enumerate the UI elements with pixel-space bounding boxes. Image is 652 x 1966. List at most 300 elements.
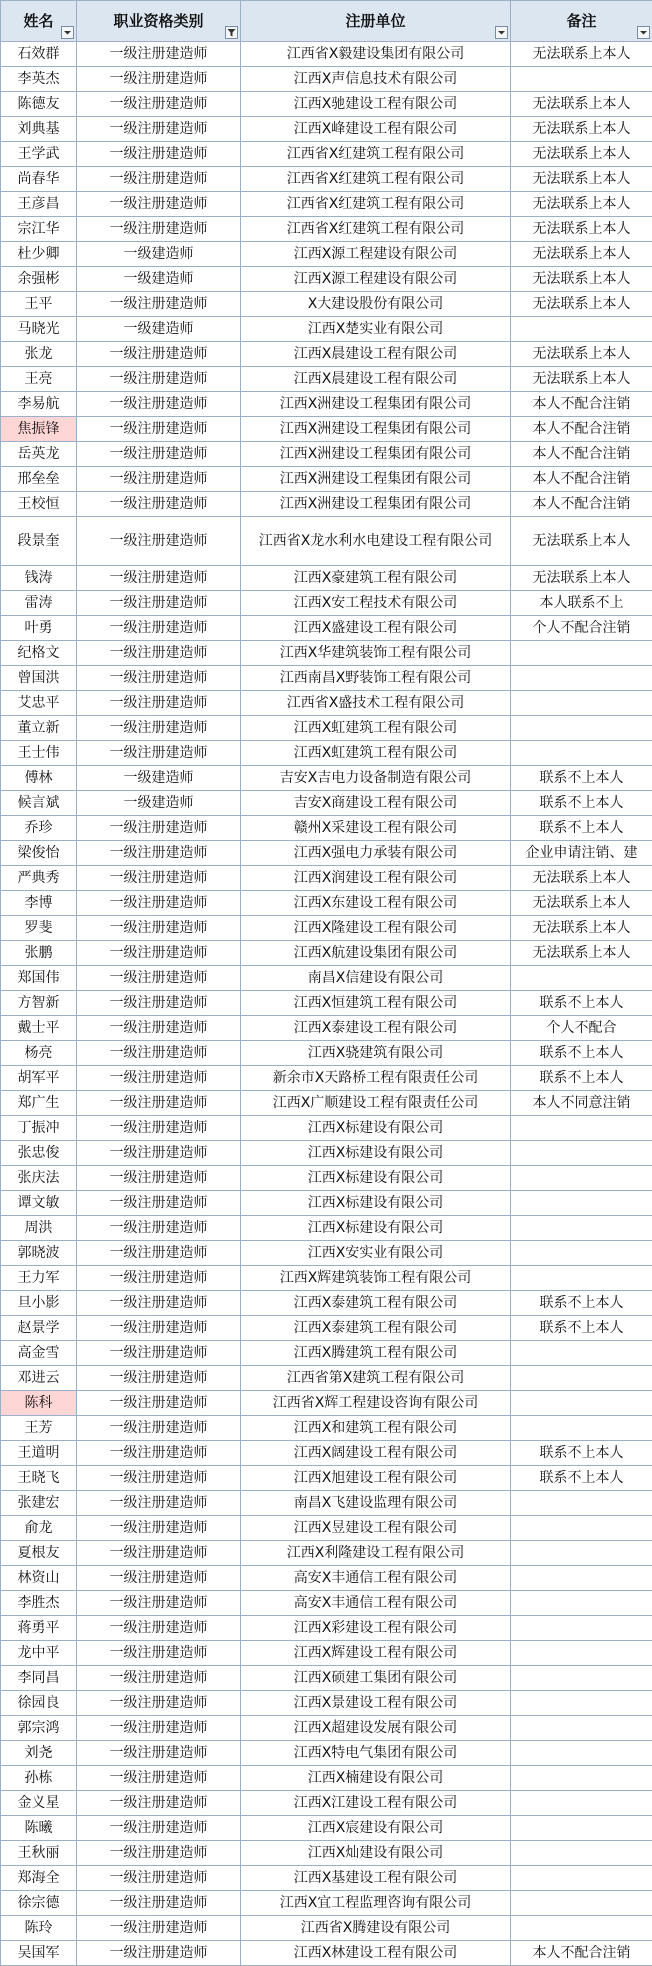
- cell-qualification[interactable]: 一级注册建造师: [77, 1666, 241, 1691]
- cell-name[interactable]: 张建宏: [1, 1491, 77, 1516]
- cell-remark[interactable]: [511, 1891, 652, 1916]
- cell-remark[interactable]: [511, 1691, 652, 1716]
- cell-remark[interactable]: [511, 1341, 652, 1366]
- cell-name[interactable]: 石效群: [1, 42, 77, 67]
- cell-qualification[interactable]: 一级注册建造师: [77, 1816, 241, 1841]
- cell-qualification[interactable]: 一级注册建造师: [77, 1366, 241, 1391]
- cell-name[interactable]: 尚春华: [1, 167, 77, 192]
- cell-name[interactable]: 戴士平: [1, 1016, 77, 1041]
- cell-company[interactable]: 江西X硕建工集团有限公司: [241, 1666, 511, 1691]
- cell-name[interactable]: 杨亮: [1, 1041, 77, 1066]
- cell-name[interactable]: 赵景学: [1, 1316, 77, 1341]
- cell-qualification[interactable]: 一级建造师: [77, 267, 241, 292]
- cell-name[interactable]: 王晓飞: [1, 1466, 77, 1491]
- cell-name[interactable]: 王校恒: [1, 492, 77, 517]
- cell-name[interactable]: 王力军: [1, 1266, 77, 1291]
- cell-name[interactable]: 邢垒垒: [1, 467, 77, 492]
- filter-active-icon[interactable]: [225, 26, 238, 39]
- cell-remark[interactable]: 无法联系上本人: [511, 142, 652, 167]
- cell-qualification[interactable]: 一级注册建造师: [77, 1016, 241, 1041]
- cell-name[interactable]: 钱涛: [1, 566, 77, 591]
- cell-qualification[interactable]: 一级注册建造师: [77, 841, 241, 866]
- cell-company[interactable]: 江西X阔建设工程有限公司: [241, 1441, 511, 1466]
- cell-remark[interactable]: 无法联系上本人: [511, 42, 652, 67]
- cell-remark[interactable]: 无法联系上本人: [511, 916, 652, 941]
- cell-remark[interactable]: 无法联系上本人: [511, 941, 652, 966]
- cell-company[interactable]: 高安X丰通信工程有限公司: [241, 1566, 511, 1591]
- cell-company[interactable]: 江西X昱建设工程有限公司: [241, 1516, 511, 1541]
- cell-qualification[interactable]: 一级注册建造师: [77, 467, 241, 492]
- cell-company[interactable]: 江西X腾建筑工程有限公司: [241, 1341, 511, 1366]
- cell-company[interactable]: 江西X航建设集团有限公司: [241, 941, 511, 966]
- cell-company[interactable]: 江西X洲建设工程集团有限公司: [241, 492, 511, 517]
- cell-qualification[interactable]: 一级注册建造师: [77, 566, 241, 591]
- cell-remark[interactable]: [511, 641, 652, 666]
- cell-remark[interactable]: [511, 1791, 652, 1816]
- cell-company[interactable]: 江西省X红建筑工程有限公司: [241, 142, 511, 167]
- cell-qualification[interactable]: 一级注册建造师: [77, 1766, 241, 1791]
- cell-name[interactable]: 段景奎: [1, 517, 77, 566]
- cell-remark[interactable]: 本人不配合注销: [511, 417, 652, 442]
- cell-remark[interactable]: 无法联系上本人: [511, 92, 652, 117]
- cell-company[interactable]: 江西X强电力承装有限公司: [241, 841, 511, 866]
- cell-remark[interactable]: 无法联系上本人: [511, 267, 652, 292]
- filter-dropdown-icon[interactable]: [637, 26, 650, 39]
- cell-company[interactable]: 江西X源工程建设有限公司: [241, 242, 511, 267]
- cell-name[interactable]: 李胜杰: [1, 1591, 77, 1616]
- cell-company[interactable]: 江西X楚实业有限公司: [241, 317, 511, 342]
- cell-qualification[interactable]: 一级注册建造师: [77, 1916, 241, 1941]
- cell-qualification[interactable]: 一级注册建造师: [77, 666, 241, 691]
- cell-qualification[interactable]: 一级注册建造师: [77, 891, 241, 916]
- cell-qualification[interactable]: 一级注册建造师: [77, 1216, 241, 1241]
- cell-name[interactable]: 曾国洪: [1, 666, 77, 691]
- cell-qualification[interactable]: 一级注册建造师: [77, 417, 241, 442]
- cell-qualification[interactable]: 一级注册建造师: [77, 641, 241, 666]
- cell-name[interactable]: 王芳: [1, 1416, 77, 1441]
- cell-remark[interactable]: [511, 966, 652, 991]
- cell-name[interactable]: 王学武: [1, 142, 77, 167]
- cell-remark[interactable]: 无法联系上本人: [511, 367, 652, 392]
- cell-remark[interactable]: 无法联系上本人: [511, 117, 652, 142]
- cell-company[interactable]: 江西X润建设工程有限公司: [241, 866, 511, 891]
- cell-qualification[interactable]: 一级注册建造师: [77, 1141, 241, 1166]
- cell-company[interactable]: 江西X洲建设工程集团有限公司: [241, 392, 511, 417]
- cell-name[interactable]: 王平: [1, 292, 77, 317]
- cell-qualification[interactable]: 一级建造师: [77, 242, 241, 267]
- cell-company[interactable]: 江西X宸建设有限公司: [241, 1816, 511, 1841]
- cell-name[interactable]: 宗江华: [1, 217, 77, 242]
- cell-remark[interactable]: 无法联系上本人: [511, 866, 652, 891]
- cell-qualification[interactable]: 一级注册建造师: [77, 1541, 241, 1566]
- cell-remark[interactable]: [511, 1591, 652, 1616]
- cell-qualification[interactable]: 一级注册建造师: [77, 616, 241, 641]
- cell-company[interactable]: 江西X声信息技术有限公司: [241, 67, 511, 92]
- cell-remark[interactable]: [511, 1191, 652, 1216]
- cell-qualification[interactable]: 一级注册建造师: [77, 1891, 241, 1916]
- cell-qualification[interactable]: 一级注册建造师: [77, 866, 241, 891]
- cell-company[interactable]: 江西X灿建设有限公司: [241, 1841, 511, 1866]
- cell-name[interactable]: 马晓光: [1, 317, 77, 342]
- cell-name[interactable]: 岳英龙: [1, 442, 77, 467]
- cell-remark[interactable]: 无法联系上本人: [511, 566, 652, 591]
- cell-qualification[interactable]: 一级注册建造师: [77, 716, 241, 741]
- cell-remark[interactable]: 本人不同意注销: [511, 1091, 652, 1116]
- cell-name[interactable]: 雷涛: [1, 591, 77, 616]
- cell-qualification[interactable]: 一级注册建造师: [77, 117, 241, 142]
- cell-qualification[interactable]: 一级注册建造师: [77, 292, 241, 317]
- cell-remark[interactable]: [511, 1216, 652, 1241]
- cell-remark[interactable]: [511, 1841, 652, 1866]
- cell-qualification[interactable]: 一级注册建造师: [77, 1266, 241, 1291]
- cell-remark[interactable]: 企业申请注销、建: [511, 841, 652, 866]
- cell-name[interactable]: 乔珍: [1, 816, 77, 841]
- cell-remark[interactable]: 联系不上本人: [511, 991, 652, 1016]
- cell-name[interactable]: 刘尧: [1, 1741, 77, 1766]
- cell-company[interactable]: 江西X特电气集团有限公司: [241, 1741, 511, 1766]
- cell-remark[interactable]: 本人不配合注销: [511, 442, 652, 467]
- cell-name[interactable]: 候言斌: [1, 791, 77, 816]
- cell-remark[interactable]: 联系不上本人: [511, 816, 652, 841]
- cell-company[interactable]: 江西X标建设有限公司: [241, 1141, 511, 1166]
- cell-qualification[interactable]: 一级注册建造师: [77, 192, 241, 217]
- cell-company[interactable]: 江西X基建设工程有限公司: [241, 1866, 511, 1891]
- cell-name[interactable]: 郑国伟: [1, 966, 77, 991]
- cell-remark[interactable]: [511, 1416, 652, 1441]
- cell-company[interactable]: 江西X恒建筑工程有限公司: [241, 991, 511, 1016]
- cell-remark[interactable]: [511, 1666, 652, 1691]
- cell-remark[interactable]: [511, 1741, 652, 1766]
- cell-remark[interactable]: [511, 666, 652, 691]
- cell-remark[interactable]: 联系不上本人: [511, 1466, 652, 1491]
- cell-company[interactable]: 江西X标建设有限公司: [241, 1116, 511, 1141]
- cell-qualification[interactable]: 一级注册建造师: [77, 1091, 241, 1116]
- cell-remark[interactable]: [511, 1566, 652, 1591]
- cell-company[interactable]: 吉安X商建设工程有限公司: [241, 791, 511, 816]
- cell-qualification[interactable]: 一级注册建造师: [77, 142, 241, 167]
- cell-remark[interactable]: 本人不配合注销: [511, 492, 652, 517]
- cell-company[interactable]: 江西省X龙水利水电建设工程有限公司: [241, 517, 511, 566]
- cell-remark[interactable]: [511, 716, 652, 741]
- cell-company[interactable]: 江西X洲建设工程集团有限公司: [241, 467, 511, 492]
- cell-company[interactable]: 江西省X毅建设集团有限公司: [241, 42, 511, 67]
- cell-qualification[interactable]: 一级注册建造师: [77, 1791, 241, 1816]
- cell-company[interactable]: 江西X林建设工程有限公司: [241, 1941, 511, 1966]
- cell-remark[interactable]: [511, 1491, 652, 1516]
- cell-company[interactable]: 江西X和建筑工程有限公司: [241, 1416, 511, 1441]
- cell-company[interactable]: 江西X东建设工程有限公司: [241, 891, 511, 916]
- cell-company[interactable]: 江西X晨建设工程有限公司: [241, 367, 511, 392]
- cell-remark[interactable]: 无法联系上本人: [511, 192, 652, 217]
- cell-name[interactable]: 周洪: [1, 1216, 77, 1241]
- cell-remark[interactable]: [511, 1541, 652, 1566]
- cell-remark[interactable]: [511, 1266, 652, 1291]
- cell-remark[interactable]: 无法联系上本人: [511, 167, 652, 192]
- cell-qualification[interactable]: 一级注册建造师: [77, 591, 241, 616]
- cell-qualification[interactable]: 一级注册建造师: [77, 1066, 241, 1091]
- cell-qualification[interactable]: 一级注册建造师: [77, 691, 241, 716]
- cell-name[interactable]: 陈玲: [1, 1916, 77, 1941]
- cell-name[interactable]: 蒋勇平: [1, 1616, 77, 1641]
- cell-company[interactable]: 江西X超建设发展有限公司: [241, 1716, 511, 1741]
- cell-name[interactable]: 吴国军: [1, 1941, 77, 1966]
- cell-qualification[interactable]: 一级注册建造师: [77, 1191, 241, 1216]
- cell-qualification[interactable]: 一级注册建造师: [77, 392, 241, 417]
- cell-remark[interactable]: [511, 1616, 652, 1641]
- cell-name[interactable]: 旦小影: [1, 1291, 77, 1316]
- cell-qualification[interactable]: 一级注册建造师: [77, 1241, 241, 1266]
- cell-name[interactable]: 徐园良: [1, 1691, 77, 1716]
- cell-name[interactable]: 张庆法: [1, 1166, 77, 1191]
- cell-remark[interactable]: [511, 1166, 652, 1191]
- cell-company[interactable]: 江西X标建设有限公司: [241, 1166, 511, 1191]
- cell-company[interactable]: 江西X利隆建设工程有限公司: [241, 1541, 511, 1566]
- cell-company[interactable]: 江西X盛建设工程有限公司: [241, 616, 511, 641]
- cell-name[interactable]: 郑海全: [1, 1866, 77, 1891]
- cell-company[interactable]: 江西X骁建筑有限公司: [241, 1041, 511, 1066]
- cell-remark[interactable]: 无法联系上本人: [511, 517, 652, 566]
- cell-qualification[interactable]: 一级注册建造师: [77, 991, 241, 1016]
- cell-name[interactable]: 傅林: [1, 766, 77, 791]
- cell-qualification[interactable]: 一级注册建造师: [77, 916, 241, 941]
- cell-qualification[interactable]: 一级注册建造师: [77, 1466, 241, 1491]
- cell-name[interactable]: 方智新: [1, 991, 77, 1016]
- cell-name[interactable]: 王道明: [1, 1441, 77, 1466]
- cell-company[interactable]: 江西X豪建筑工程有限公司: [241, 566, 511, 591]
- cell-name[interactable]: 杜少卿: [1, 242, 77, 267]
- cell-remark[interactable]: [511, 317, 652, 342]
- cell-name[interactable]: 金义星: [1, 1791, 77, 1816]
- cell-qualification[interactable]: 一级注册建造师: [77, 1716, 241, 1741]
- cell-remark[interactable]: 联系不上本人: [511, 1441, 652, 1466]
- cell-name[interactable]: 李英杰: [1, 67, 77, 92]
- cell-company[interactable]: 江西X源工程建设有限公司: [241, 267, 511, 292]
- cell-qualification[interactable]: 一级注册建造师: [77, 1391, 241, 1416]
- cell-name[interactable]: 董立新: [1, 716, 77, 741]
- cell-company[interactable]: 新余市X天路桥工程有限责任公司: [241, 1066, 511, 1091]
- cell-name[interactable]: 罗斐: [1, 916, 77, 941]
- cell-qualification[interactable]: 一级注册建造师: [77, 42, 241, 67]
- cell-qualification[interactable]: 一级注册建造师: [77, 67, 241, 92]
- cell-name[interactable]: 龙中平: [1, 1641, 77, 1666]
- cell-qualification[interactable]: 一级建造师: [77, 791, 241, 816]
- cell-qualification[interactable]: 一级注册建造师: [77, 1741, 241, 1766]
- cell-name[interactable]: 郭晓波: [1, 1241, 77, 1266]
- cell-qualification[interactable]: 一级注册建造师: [77, 1341, 241, 1366]
- cell-name[interactable]: 王士伟: [1, 741, 77, 766]
- cell-name[interactable]: 纪格文: [1, 641, 77, 666]
- cell-qualification[interactable]: 一级注册建造师: [77, 966, 241, 991]
- cell-company[interactable]: 江西省X盛技术工程有限公司: [241, 691, 511, 716]
- cell-qualification[interactable]: 一级注册建造师: [77, 816, 241, 841]
- filter-dropdown-icon[interactable]: [61, 26, 74, 39]
- cell-name[interactable]: 焦振锋: [1, 417, 77, 442]
- cell-qualification[interactable]: 一级注册建造师: [77, 367, 241, 392]
- cell-qualification[interactable]: 一级注册建造师: [77, 941, 241, 966]
- cell-company[interactable]: 江西省X辉工程建设咨询有限公司: [241, 1391, 511, 1416]
- cell-remark[interactable]: 联系不上本人: [511, 1316, 652, 1341]
- cell-remark[interactable]: [511, 1391, 652, 1416]
- cell-company[interactable]: 江西X泰建筑工程有限公司: [241, 1316, 511, 1341]
- cell-company[interactable]: 江西X虹建筑工程有限公司: [241, 741, 511, 766]
- cell-name[interactable]: 李同昌: [1, 1666, 77, 1691]
- cell-qualification[interactable]: 一级注册建造师: [77, 492, 241, 517]
- cell-remark[interactable]: [511, 1241, 652, 1266]
- cell-qualification[interactable]: 一级注册建造师: [77, 342, 241, 367]
- cell-remark[interactable]: [511, 67, 652, 92]
- cell-name[interactable]: 严典秀: [1, 866, 77, 891]
- cell-company[interactable]: 江西X泰建设工程有限公司: [241, 1016, 511, 1041]
- cell-name[interactable]: 孙栋: [1, 1766, 77, 1791]
- cell-remark[interactable]: [511, 1716, 652, 1741]
- cell-qualification[interactable]: 一级注册建造师: [77, 217, 241, 242]
- cell-qualification[interactable]: 一级注册建造师: [77, 1941, 241, 1966]
- cell-name[interactable]: 胡军平: [1, 1066, 77, 1091]
- cell-company[interactable]: 江西X标建设有限公司: [241, 1191, 511, 1216]
- cell-remark[interactable]: 联系不上本人: [511, 766, 652, 791]
- cell-company[interactable]: 南昌X飞建设监理有限公司: [241, 1491, 511, 1516]
- cell-company[interactable]: 江西X华建筑装饰工程有限公司: [241, 641, 511, 666]
- cell-company[interactable]: 江西X虹建筑工程有限公司: [241, 716, 511, 741]
- cell-remark[interactable]: [511, 741, 652, 766]
- cell-company[interactable]: 江西X泰建筑工程有限公司: [241, 1291, 511, 1316]
- cell-name[interactable]: 张鹏: [1, 941, 77, 966]
- cell-remark[interactable]: 联系不上本人: [511, 1041, 652, 1066]
- cell-remark[interactable]: 无法联系上本人: [511, 242, 652, 267]
- cell-company[interactable]: 江西X洲建设工程集团有限公司: [241, 442, 511, 467]
- cell-remark[interactable]: [511, 1141, 652, 1166]
- cell-company[interactable]: 江西省X红建筑工程有限公司: [241, 217, 511, 242]
- cell-name[interactable]: 徐宗德: [1, 1891, 77, 1916]
- cell-remark[interactable]: 无法联系上本人: [511, 342, 652, 367]
- cell-company[interactable]: 赣州X采建设工程有限公司: [241, 816, 511, 841]
- cell-remark[interactable]: 个人不配合注销: [511, 616, 652, 641]
- cell-company[interactable]: 江西南昌X野装饰工程有限公司: [241, 666, 511, 691]
- cell-name[interactable]: 叶勇: [1, 616, 77, 641]
- cell-name[interactable]: 梁俊怡: [1, 841, 77, 866]
- cell-name[interactable]: 陈德友: [1, 92, 77, 117]
- cell-qualification[interactable]: 一级注册建造师: [77, 1616, 241, 1641]
- cell-qualification[interactable]: 一级注册建造师: [77, 1316, 241, 1341]
- cell-remark[interactable]: 无法联系上本人: [511, 292, 652, 317]
- cell-name[interactable]: 俞龙: [1, 1516, 77, 1541]
- cell-company[interactable]: 江西X广顺建设工程有限责任公司: [241, 1091, 511, 1116]
- cell-company[interactable]: 江西省第X建筑工程有限公司: [241, 1366, 511, 1391]
- cell-company[interactable]: 江西X隆建设工程有限公司: [241, 916, 511, 941]
- cell-remark[interactable]: [511, 691, 652, 716]
- cell-qualification[interactable]: 一级注册建造师: [77, 1491, 241, 1516]
- cell-company[interactable]: 江西X楠建设有限公司: [241, 1766, 511, 1791]
- cell-remark[interactable]: [511, 1116, 652, 1141]
- cell-name[interactable]: 丁振冲: [1, 1116, 77, 1141]
- cell-qualification[interactable]: 一级建造师: [77, 766, 241, 791]
- cell-remark[interactable]: 本人联系不上: [511, 591, 652, 616]
- cell-qualification[interactable]: 一级注册建造师: [77, 1691, 241, 1716]
- cell-name[interactable]: 林资山: [1, 1566, 77, 1591]
- cell-company[interactable]: 江西省X红建筑工程有限公司: [241, 192, 511, 217]
- cell-qualification[interactable]: 一级注册建造师: [77, 92, 241, 117]
- cell-name[interactable]: 张龙: [1, 342, 77, 367]
- cell-company[interactable]: 江西省X腾建设有限公司: [241, 1916, 511, 1941]
- cell-remark[interactable]: [511, 1366, 652, 1391]
- cell-remark[interactable]: 本人不配合注销: [511, 1941, 652, 1966]
- cell-remark[interactable]: [511, 1866, 652, 1891]
- cell-remark[interactable]: 无法联系上本人: [511, 217, 652, 242]
- cell-remark[interactable]: 本人不配合注销: [511, 392, 652, 417]
- cell-name[interactable]: 李博: [1, 891, 77, 916]
- cell-company[interactable]: 江西X安实业有限公司: [241, 1241, 511, 1266]
- cell-name[interactable]: 李易航: [1, 392, 77, 417]
- cell-name[interactable]: 王彦昌: [1, 192, 77, 217]
- cell-name[interactable]: 张忠俊: [1, 1141, 77, 1166]
- cell-company[interactable]: 高安X丰通信工程有限公司: [241, 1591, 511, 1616]
- cell-company[interactable]: 江西省X红建筑工程有限公司: [241, 167, 511, 192]
- cell-company[interactable]: 江西X景建设工程有限公司: [241, 1691, 511, 1716]
- filter-dropdown-icon[interactable]: [495, 26, 508, 39]
- cell-qualification[interactable]: 一级注册建造师: [77, 1116, 241, 1141]
- cell-remark[interactable]: [511, 1816, 652, 1841]
- cell-remark[interactable]: 联系不上本人: [511, 1291, 652, 1316]
- cell-qualification[interactable]: 一级注册建造师: [77, 1866, 241, 1891]
- cell-qualification[interactable]: 一级注册建造师: [77, 1641, 241, 1666]
- cell-remark[interactable]: [511, 1766, 652, 1791]
- cell-company[interactable]: 江西X宜工程监理咨询有限公司: [241, 1891, 511, 1916]
- cell-name[interactable]: 王秋丽: [1, 1841, 77, 1866]
- cell-qualification[interactable]: 一级注册建造师: [77, 1041, 241, 1066]
- cell-remark[interactable]: 无法联系上本人: [511, 891, 652, 916]
- cell-qualification[interactable]: 一级注册建造师: [77, 1841, 241, 1866]
- cell-qualification[interactable]: 一级注册建造师: [77, 1291, 241, 1316]
- cell-company[interactable]: 江西X安工程技术有限公司: [241, 591, 511, 616]
- cell-company[interactable]: 江西X辉建筑装饰工程有限公司: [241, 1266, 511, 1291]
- cell-company[interactable]: X大建设股份有限公司: [241, 292, 511, 317]
- cell-name[interactable]: 王亮: [1, 367, 77, 392]
- cell-qualification[interactable]: 一级注册建造师: [77, 1441, 241, 1466]
- cell-name[interactable]: 夏根友: [1, 1541, 77, 1566]
- cell-company[interactable]: 吉安X吉电力设备制造有限公司: [241, 766, 511, 791]
- cell-company[interactable]: 江西X驰建设工程有限公司: [241, 92, 511, 117]
- cell-name[interactable]: 谭文敏: [1, 1191, 77, 1216]
- cell-remark[interactable]: 个人不配合: [511, 1016, 652, 1041]
- cell-company[interactable]: 江西X峰建设工程有限公司: [241, 117, 511, 142]
- cell-remark[interactable]: 联系不上本人: [511, 1066, 652, 1091]
- cell-remark[interactable]: 联系不上本人: [511, 791, 652, 816]
- cell-name[interactable]: 陈科: [1, 1391, 77, 1416]
- cell-name[interactable]: 高金雪: [1, 1341, 77, 1366]
- cell-company[interactable]: 江西X晨建设工程有限公司: [241, 342, 511, 367]
- cell-qualification[interactable]: 一级建造师: [77, 317, 241, 342]
- cell-qualification[interactable]: 一级注册建造师: [77, 167, 241, 192]
- cell-remark[interactable]: 本人不配合注销: [511, 467, 652, 492]
- cell-company[interactable]: 江西X江建设工程有限公司: [241, 1791, 511, 1816]
- cell-company[interactable]: 南昌X信建设有限公司: [241, 966, 511, 991]
- cell-qualification[interactable]: 一级注册建造师: [77, 442, 241, 467]
- cell-company[interactable]: 江西X彩建设工程有限公司: [241, 1616, 511, 1641]
- cell-remark[interactable]: [511, 1516, 652, 1541]
- cell-qualification[interactable]: 一级注册建造师: [77, 1566, 241, 1591]
- cell-remark[interactable]: [511, 1641, 652, 1666]
- cell-qualification[interactable]: 一级注册建造师: [77, 741, 241, 766]
- cell-qualification[interactable]: 一级注册建造师: [77, 1416, 241, 1441]
- cell-name[interactable]: 邓进云: [1, 1366, 77, 1391]
- cell-name[interactable]: 刘典基: [1, 117, 77, 142]
- cell-company[interactable]: 江西X标建设有限公司: [241, 1216, 511, 1241]
- cell-name[interactable]: 郑广生: [1, 1091, 77, 1116]
- cell-qualification[interactable]: 一级注册建造师: [77, 517, 241, 566]
- cell-qualification[interactable]: 一级注册建造师: [77, 1166, 241, 1191]
- cell-company[interactable]: 江西X洲建设工程集团有限公司: [241, 417, 511, 442]
- cell-name[interactable]: 艾忠平: [1, 691, 77, 716]
